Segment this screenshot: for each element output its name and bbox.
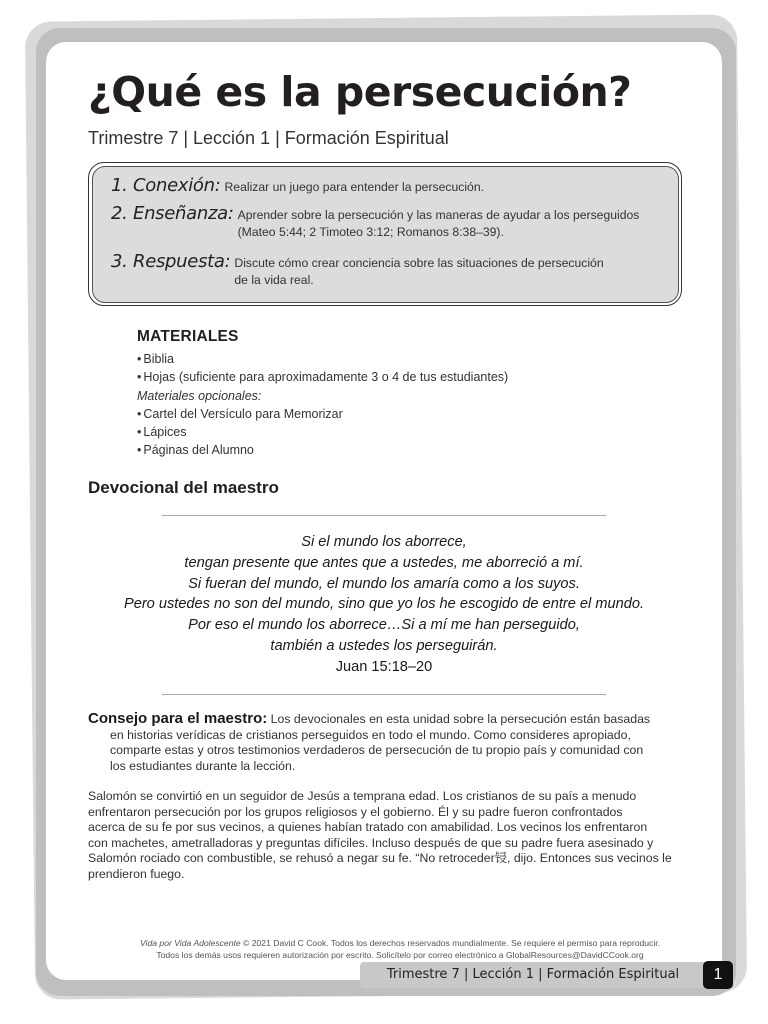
step-text-line: de la vida real. — [234, 273, 314, 287]
step-connection — [111, 175, 484, 196]
devotional-heading: Devocional del maestro — [88, 478, 279, 497]
materials-heading: MATERIALES — [137, 328, 239, 345]
step-response — [111, 251, 604, 289]
publication-name: Vida por Vida Adolescente — [139, 938, 241, 948]
divider — [162, 515, 606, 516]
steps-box — [92, 166, 679, 303]
copyright-line — [100, 937, 700, 949]
story-line: con machetes, ametralladoras y preguntas difíciles. Incluso después de que su padre fuera asesinado y — [88, 835, 654, 850]
verse-reference: Juan 15:18–20 — [335, 658, 433, 675]
step-text-line: Discute cómo crear conciencia sobre las situaciones de persecución — [234, 256, 604, 270]
tip-label: Consejo para el maestro: — [88, 710, 268, 727]
step-text — [234, 255, 603, 289]
footer-bar: Trimestre 7 | Lección 1 | Formación Espiritual — [360, 962, 706, 988]
step-heading: 2. Enseñanza: — [111, 203, 234, 224]
story-line: Salomón se convirtió en un seguidor de Jesús a temprana edad. Los cristianos de su país a menudo — [88, 789, 637, 803]
copyright-notice — [100, 937, 700, 961]
materials-item: • Lápices — [137, 423, 508, 441]
step-teaching — [111, 203, 639, 241]
story-line: acerca de su fe por sus vecinos, a quienes habían tratado con amabilidad. Los vecinos los enfrentaron — [88, 820, 648, 835]
verse-line: tengan presente que antes que a ustedes, me aborreció a mí. — [184, 554, 584, 571]
tip-text: Los devocionales en esta unidad sobre la persecución están basadas — [270, 712, 651, 726]
memory-verse — [100, 532, 668, 678]
verse-line: Si el mundo los aborrece, — [301, 534, 467, 550]
story-line: prendieron fuego. — [88, 866, 185, 881]
teacher-tip — [88, 711, 673, 774]
verse-line: Si fueran del mundo, el mundo los amaría como a los suyos. — [188, 575, 580, 592]
materials-optional-label: Materiales opcionales: — [137, 388, 262, 403]
verse-line: Por eso el mundo los aborrece…Si a mí me han perseguido, — [188, 617, 580, 634]
page-number: 1 — [703, 961, 733, 989]
step-heading: 1. Conexión: — [111, 175, 221, 196]
copyright-text: © 2021 David C Cook. Todos los derechos reservados mundialmente. Se requiere el permiso para reproducir. — [240, 938, 661, 948]
divider — [162, 694, 606, 695]
materials-section — [137, 328, 508, 460]
materials-item: • Cartel del Versículo para Memorizar — [137, 405, 508, 423]
page-title: ¿Qué es la persecución? — [88, 68, 632, 116]
verse-line: también a ustedes los perseguirán. — [270, 637, 498, 654]
step-heading: 3. Respuesta: — [111, 251, 231, 272]
materials-item: • Páginas del Alumno — [137, 441, 508, 459]
copyright-line: Todos los demás usos requieren autorización por escrito. Solicítelo por correo electrónico a GlobalResources@DavidCCook.org — [156, 950, 644, 960]
materials-item: • Biblia — [137, 350, 508, 368]
story-line: Salomón rociado con combustible, se rehusó a negar su fe. “No retroceder锓, dijo. Entonces sus vecinos le — [88, 851, 672, 866]
step-text-line: (Mateo 5:44; 2 Timoteo 3:12; Romanos 8:38–39). — [237, 225, 504, 239]
step-text-line: Aprender sobre la persecución y las maneras de ayudar a los perseguidos — [237, 208, 640, 222]
materials-list — [137, 350, 508, 460]
tip-text-line: los estudiantes durante la lección. — [110, 758, 296, 773]
step-text: Realizar un juego para entender la persecución. — [224, 180, 484, 194]
page-subtitle: Trimestre 7 | Lección 1 | Formación Espiritual — [88, 128, 449, 148]
tip-text-line: comparte estas y otros testimonios verdaderos de persecución de tu propio país y comunidad con — [110, 743, 644, 757]
story-line: enfrentaron persecución por los grupos religiosos y el gobierno. Él y su padre fueron confrontados — [88, 804, 623, 819]
tip-text-line: en historias verídicas de cristianos perseguidos en todo el mundo. Como consideres apropiado, — [110, 727, 631, 742]
materials-item: • Hojas (suficiente para aproximadamente 3 o 4 de tus estudiantes) — [137, 368, 508, 386]
step-text — [238, 207, 640, 241]
story-paragraph — [88, 789, 684, 883]
verse-line: Pero ustedes no son del mundo, sino que yo los he escogido de entre el mundo. — [123, 596, 645, 613]
